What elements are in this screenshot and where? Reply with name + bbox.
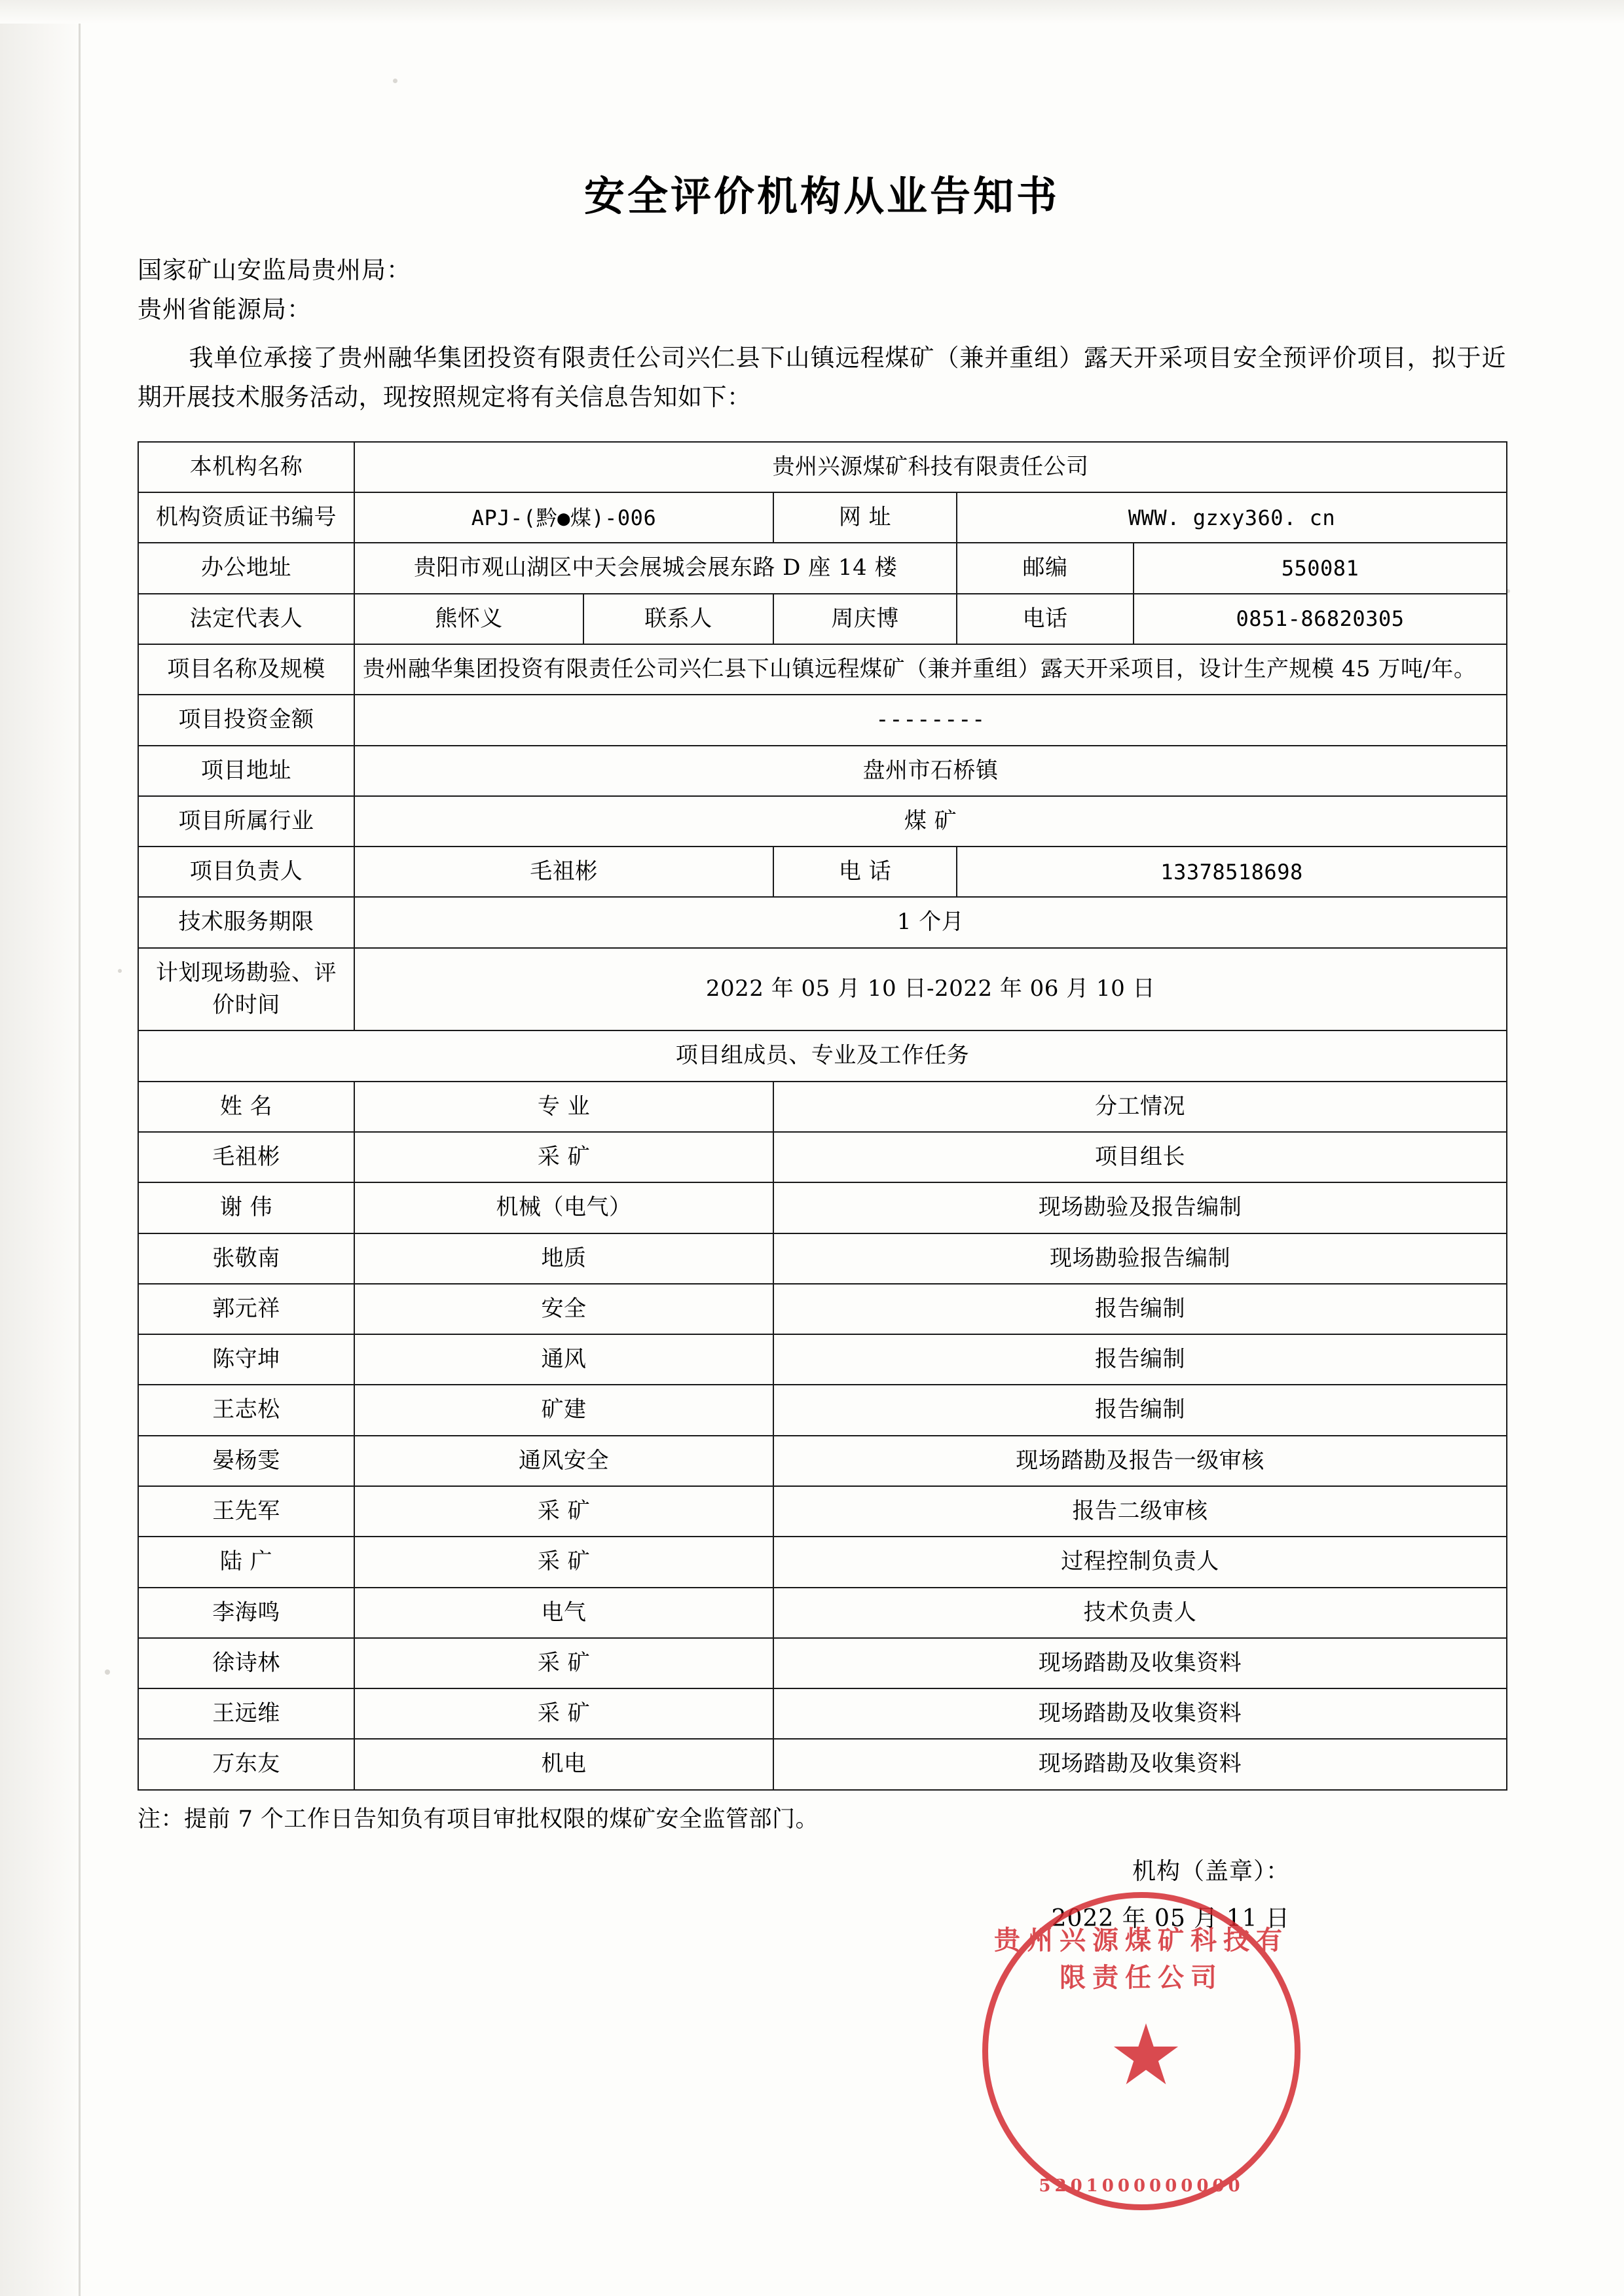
leader-phone-value: 13378518698 [957, 847, 1507, 897]
page-title: 安全评价机构从业告知书 [583, 172, 1060, 220]
industry-value: 煤 矿 [354, 796, 1507, 847]
office-address-label: 办公地址 [138, 543, 354, 593]
team-member-task: 过程控制负责人 [773, 1537, 1507, 1587]
scan-edge-left [0, 0, 84, 2296]
table-row [138, 746, 1507, 796]
team-member-major: 机电 [354, 1739, 773, 1789]
team-member-major: 采 矿 [354, 1537, 773, 1587]
table-row [138, 847, 1507, 897]
star-icon: ★ [1108, 2007, 1184, 2104]
investment-label: 项目投资金额 [138, 695, 354, 745]
table-row [138, 644, 1507, 695]
project-leader-value: 毛祖彬 [354, 847, 773, 897]
project-address-value: 盘州市石桥镇 [354, 746, 1507, 796]
team-member-name: 王远维 [138, 1688, 354, 1739]
table-row [138, 543, 1507, 593]
team-member-task: 报告编制 [773, 1385, 1507, 1435]
cert-no-label: 机构资质证书编号 [138, 492, 354, 543]
survey-time-value: 2022 年 05 月 10 日-2022 年 06 月 10 日 [354, 948, 1507, 1031]
team-member-name: 谢 伟 [138, 1182, 354, 1233]
website-label: 网 址 [773, 492, 957, 543]
table-row [138, 948, 1507, 1031]
team-member-major: 采 矿 [354, 1688, 773, 1739]
team-member-name: 陈守坤 [138, 1334, 354, 1385]
addressee-block [138, 251, 1506, 329]
team-member-task: 现场踏勘及收集资料 [773, 1739, 1507, 1789]
website-value: WWW. gzxy360. cn [957, 492, 1507, 543]
table-row [138, 1233, 1507, 1284]
team-member-major: 采 矿 [354, 1638, 773, 1688]
table-row [138, 594, 1507, 644]
document-content [138, 164, 1506, 1942]
team-member-name: 毛祖彬 [138, 1132, 354, 1182]
intro-text: 我单位承接了贵州融华集团投资有限责任公司兴仁县下山镇远程煤矿（兼并重组）露天开采项目安全预评价项目，拟于近期开展技术服务活动，现按照规定将有关信息告知如下： [138, 343, 1506, 411]
intro-paragraph [138, 338, 1506, 417]
table-row [138, 1688, 1507, 1739]
table-row [138, 1588, 1507, 1638]
table-row [138, 1739, 1507, 1789]
team-member-major: 通风安全 [354, 1436, 773, 1486]
addressee-line-2: 贵州省能源局： [138, 295, 312, 323]
scan-speck [118, 969, 122, 973]
team-member-name: 李海鸣 [138, 1588, 354, 1638]
team-member-major: 采 矿 [354, 1486, 773, 1537]
team-member-name: 徐诗林 [138, 1638, 354, 1688]
contact-label: 联系人 [583, 594, 773, 644]
team-member-name: 万东友 [138, 1739, 354, 1789]
survey-time-label: 计划现场勘验、评价时间 [138, 948, 354, 1031]
team-header-major: 专 业 [354, 1082, 773, 1132]
team-member-name: 晏杨雯 [138, 1436, 354, 1486]
seal-top-text: 贵州兴源煤矿科技有限责任公司 [994, 1925, 1289, 1993]
team-member-name: 王志松 [138, 1385, 354, 1435]
table-row [138, 695, 1507, 745]
project-address-label: 项目地址 [138, 746, 354, 796]
table-row [138, 897, 1507, 947]
team-member-major: 机械（电气） [354, 1182, 773, 1233]
org-name-value: 贵州兴源煤矿科技有限责任公司 [354, 442, 1507, 492]
org-name-label: 本机构名称 [138, 442, 354, 492]
team-header-name: 姓 名 [138, 1082, 354, 1132]
project-name-value: 贵州融华集团投资有限责任公司兴仁县下山镇远程煤矿（兼并重组）露天开采项目，设计生产规模 45 万吨/年。 [354, 644, 1507, 695]
table-row [138, 442, 1507, 492]
addressee-line-1: 国家矿山安监局贵州局： [138, 256, 411, 284]
service-period-value: 1 个月 [354, 897, 1507, 947]
table-row [138, 1486, 1507, 1537]
table-row [138, 1334, 1507, 1385]
team-member-major: 矿建 [354, 1385, 773, 1435]
team-member-task: 现场勘验报告编制 [773, 1233, 1507, 1284]
table-row [138, 1284, 1507, 1334]
team-member-major: 地质 [354, 1233, 773, 1284]
info-table [138, 441, 1507, 1791]
industry-label: 项目所属行业 [138, 796, 354, 847]
table-row [138, 1638, 1507, 1688]
contact-value: 周庆博 [773, 594, 957, 644]
team-member-major: 通风 [354, 1334, 773, 1385]
scan-edge-top [0, 0, 1624, 24]
team-member-task: 报告编制 [773, 1284, 1507, 1334]
cert-no-value: APJ-(黔●煤)-006 [354, 492, 773, 543]
team-section-title: 项目组成员、专业及工作任务 [138, 1030, 1507, 1081]
table-header-row [138, 1082, 1507, 1132]
table-row [138, 796, 1507, 847]
leader-phone-label: 电 话 [773, 847, 957, 897]
table-row [138, 1030, 1507, 1081]
seal-bottom-text: 5201000000000 [1039, 2176, 1244, 2196]
phone-label: 电话 [957, 594, 1134, 644]
table-row [138, 1385, 1507, 1435]
team-member-name: 郭元祥 [138, 1284, 354, 1334]
signature-block [138, 1848, 1506, 1942]
table-row [138, 1537, 1507, 1587]
team-member-task: 报告二级审核 [773, 1486, 1507, 1537]
signature-date: 2022 年 05 月 11 日 [1051, 1904, 1290, 1932]
legal-rep-value: 熊怀义 [354, 594, 583, 644]
signature-label: 机构（盖章）： [1132, 1857, 1290, 1885]
scan-speck [393, 79, 397, 83]
team-member-task: 现场踏勘及收集资料 [773, 1688, 1507, 1739]
team-member-name: 王先军 [138, 1486, 354, 1537]
team-member-major: 安全 [354, 1284, 773, 1334]
postcode-label: 邮编 [957, 543, 1134, 593]
postcode-value: 550081 [1134, 543, 1507, 593]
team-member-task: 现场勘验及报告编制 [773, 1182, 1507, 1233]
team-member-name: 张敬南 [138, 1233, 354, 1284]
team-member-task: 现场踏勘及报告一级审核 [773, 1436, 1507, 1486]
project-name-label: 项目名称及规模 [138, 644, 354, 695]
team-member-major: 采 矿 [354, 1132, 773, 1182]
table-row [138, 1182, 1507, 1233]
team-member-task: 现场踏勘及收集资料 [773, 1638, 1507, 1688]
table-row [138, 492, 1507, 543]
table-row [138, 1132, 1507, 1182]
project-leader-label: 项目负责人 [138, 847, 354, 897]
scan-speck [105, 1669, 110, 1675]
office-address-value: 贵阳市观山湖区中天会展城会展东路 D 座 14 楼 [354, 543, 957, 593]
team-member-major: 电气 [354, 1588, 773, 1638]
team-member-task: 报告编制 [773, 1334, 1507, 1385]
phone-value: 0851-86820305 [1134, 594, 1507, 644]
service-period-label: 技术服务期限 [138, 897, 354, 947]
team-header-task: 分工情况 [773, 1082, 1507, 1132]
team-member-task: 项目组长 [773, 1132, 1507, 1182]
legal-rep-label: 法定代表人 [138, 594, 354, 644]
team-member-name: 陆 广 [138, 1537, 354, 1587]
investment-value: -------- [354, 695, 1507, 745]
table-row [138, 1436, 1507, 1486]
footer-note: 注：提前 7 个工作日告知负有项目审批权限的煤矿安全监管部门。 [138, 1806, 819, 1832]
team-member-task: 技术负责人 [773, 1588, 1507, 1638]
